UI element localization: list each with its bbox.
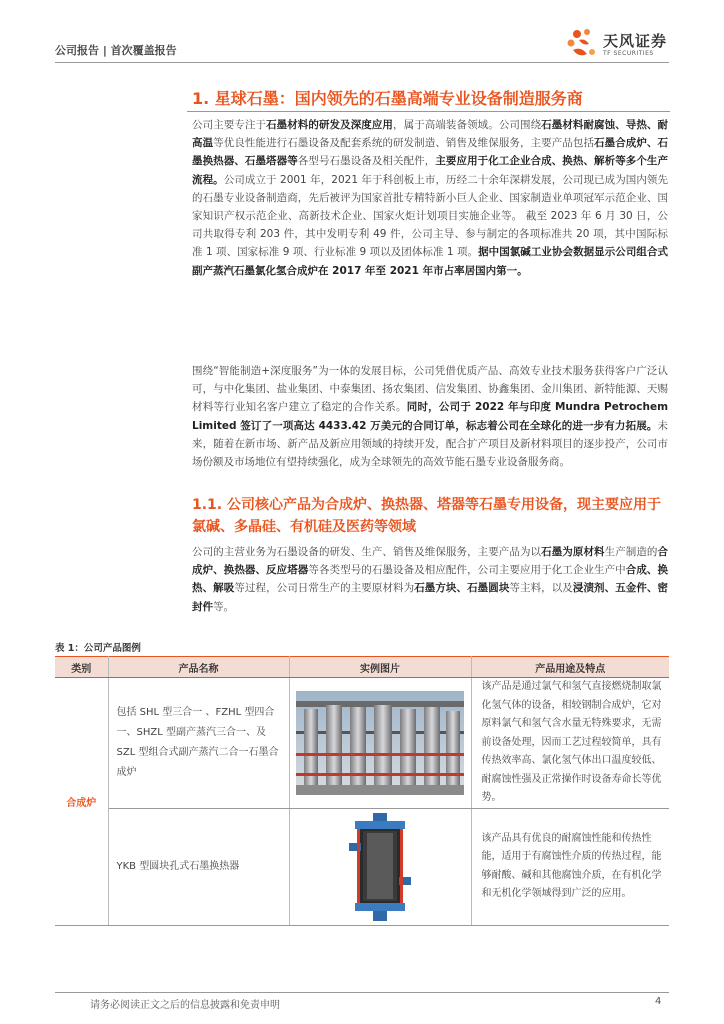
header-category: 类别 [55, 657, 108, 678]
section-1-1-heading: 1.1. 公司核心产品为合成炉、换热器、塔器等石墨专用设备，现主要应用于氯碱、多晶硅、有机硅及医药等领域 [192, 497, 661, 535]
section-1-divider [187, 111, 670, 112]
category-cell: 合成炉 [55, 678, 108, 926]
header-image: 实例图片 [289, 657, 471, 678]
header-divider [55, 62, 669, 63]
logo-mark-icon [565, 28, 601, 62]
product-table [55, 656, 669, 926]
section-1-paragraph-1: 公司主要专注于石墨材料的研发及深度应用，属于高端装备领域。公司围绕石墨材料耐腐蚀、导热、耐高温等优良性能进行石墨设备及配套系统的研发制造、销售及维保服务，主要产品包括石墨合成炉、石墨换热器、石墨塔器等各型号石墨设备及相关配件，主要应用于化工企业合成、换热、解析等多个生产流程。公司成立于 2001 年，2021 年于科创板上市，历经二十余年深耕发展，公司现已成为国内领先的石墨专业设备制造商，先后被评为国家首批专精特新小巨人企业、国家制造业单项冠军示范企业、国家知识产权示范企业、高新技术企业、国家火炬计划项目实施企业等。 截至 2023 年 6 月 30 日，公司共取得专利 203 件，其中发明专利 49 件，公司主导、参与制定的各项标准共 20 项，其中国际标准 1 项、国家标准 9 项、行业标准 9 项以及团体标准 1 项。据中国氯碱工业协会数据显示公司组合式副产蒸汽石墨氯化氢合成炉在 2017 年至 2021 年市占率居国内第一。 [192, 119, 669, 277]
page-number: 4 [655, 996, 662, 1007]
synthesis-furnace-image [289, 678, 471, 809]
heat-exchanger-image [289, 808, 471, 925]
tf-securities-logo [565, 28, 675, 62]
table-header-row [55, 657, 669, 678]
logo-name-en: TF SECURITIES [603, 50, 654, 57]
footer-disclaimer: 请务必阅读正文之后的信息披露和免责申明 [90, 1000, 280, 1011]
product-name-cell: YKB 型圆块孔式石墨换热器 [108, 808, 289, 925]
section-1-heading: 1. 星球石墨：国内领先的石墨高端专业设备制造服务商 [192, 89, 583, 108]
section-1-paragraph-2: 围绕“智能制造+深度服务”为一体的发展目标，公司凭借优质产品、高效专业技术服务获得客户广泛认可，与中化集团、盐业集团、中泰集团、扬农集团、信发集团、协鑫集团、金川集团、新特能源、天赐材料等行业知名客户建立了稳定的合作关系。同时，公司于 2022 年与印度 Mundra Petrochem Limited 签订了一项高达 4433.42 万美元的合同订单，标志着公司在全球化的进一步有力拓展。未来，随着在新市场、新产品及新应用领域的持续开发，配合扩产项目及新材料项目的逐步投产，公司市场份额及市场地位有望持续强化，成为全球领先的高效节能石墨专业设备服务商。 [192, 365, 669, 469]
footer-divider [55, 992, 669, 993]
table-row [55, 808, 669, 925]
table-row [55, 678, 669, 809]
product-name-cell: 包括 SHL 型三合一 、FZHL 型四合一、SHZL 型副产蒸汽三合一、及 SZL 型组合式副产蒸汽二合一石墨合成炉 [108, 678, 289, 809]
header-usage: 产品用途及特点 [471, 657, 669, 678]
header-product-name: 产品名称 [108, 657, 289, 678]
section-1-1-paragraph: 公司的主营业务为石墨设备的研发、生产、销售及维保服务，主要产品为以石墨为原材料生产制造的合成炉、换热器、反应塔器等各类型号的石墨设备及相应配件，公司主要应用于化工企业生产中合成、换热、解吸等过程，公司日常生产的主要原材料为石墨方块、石墨圆块等主料，以及浸渍剂、五金件、密封件等。 [192, 546, 669, 613]
usage-cell: 该产品是通过氯气和氢气直接燃烧制取氯化氢气体的设备，相较钢制合成炉，它对原料氯气和氢气含水量无特殊要求，无需前设备处理，因而工艺过程较简单，具有传热效率高、氯化氢气体出口温度较低、耐腐蚀性强及正常操作时设备寿命长等优势。 [471, 678, 669, 809]
usage-cell: 该产品具有优良的耐腐蚀性能和传热性能，适用于有腐蚀性介质的传热过程，能够耐酸、碱和其他腐蚀介质，在有机化学和无机化学领域得到广泛的应用。 [471, 808, 669, 925]
report-type-label: 公司报告 | 首次覆盖报告 [55, 44, 177, 57]
logo-name-cn: 天风证券 [603, 32, 668, 50]
table-title: 表 1：公司产品图例 [55, 643, 141, 654]
